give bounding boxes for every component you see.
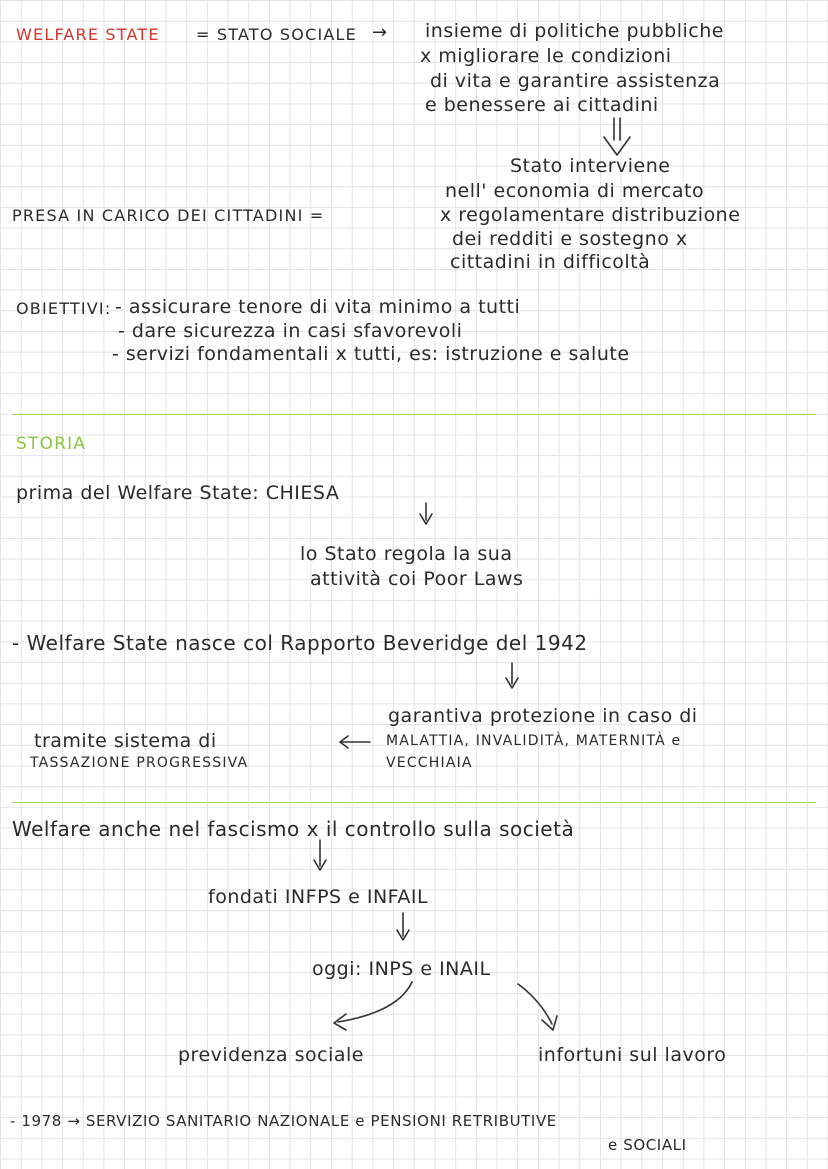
taxation-line: TASSAZIONE PROGRESSIVA (30, 755, 249, 771)
double-down-arrow-icon (604, 118, 630, 155)
term-welfare-state: WELFARE STATE (16, 25, 160, 44)
intervention-line: x regolamentare distribuzione (440, 204, 741, 226)
arrow-right-icon: → (372, 22, 388, 43)
history-heading: STORIA (16, 434, 87, 454)
term-stato-sociale: = STATO SOCIALE (196, 25, 357, 44)
branch-infortuni: infortuni sul lavoro (538, 1044, 727, 1066)
intervention-line: Stato interviene (510, 155, 671, 177)
objective-item: - dare sicurezza in casi sfavorevoli (118, 320, 463, 342)
taxation-line: tramite sistema di (34, 730, 217, 752)
intervention-line: dei redditi e sostegno x (452, 228, 688, 250)
objective-item: - assicurare tenore di vita minimo a tutti (115, 296, 521, 318)
left-arrow-icon (340, 736, 370, 748)
down-arrow-icon (314, 840, 326, 870)
today-line: oggi: INPS e INAIL (312, 958, 491, 980)
definition-line: x migliorare le condizioni (420, 45, 672, 67)
poor-laws-line: attività coi Poor Laws (310, 568, 524, 590)
definition-line: e benessere ai cittadini (425, 94, 659, 116)
beveridge-line: - Welfare State nasce col Rapporto Beveridge del 1942 (12, 631, 588, 655)
section-divider (12, 802, 816, 803)
objective-item: - servizi fondamentali x tutti, es: istruzione e salute (112, 343, 630, 365)
curved-arrow-right-icon (518, 984, 557, 1030)
poor-laws-line: lo Stato regola la sua (300, 543, 513, 565)
protection-line: MALATTIA, INVALIDITÀ, MATERNITÀ e (386, 733, 682, 749)
definition-line: di vita e garantire assistenza (430, 70, 721, 92)
presa-in-carico-label: PRESA IN CARICO DEI CITTADINI = (12, 206, 325, 225)
year-1978-line-2: e SOCIALI (608, 1136, 687, 1154)
definition-line: insieme di politiche pubbliche (425, 20, 724, 42)
down-arrow-icon (397, 913, 409, 940)
down-arrow-icon (506, 663, 518, 688)
protection-line: VECCHIAIA (386, 755, 473, 771)
objectives-label: OBIETTIVI: (16, 299, 112, 318)
protection-line: garantiva protezione in caso di (388, 705, 698, 727)
down-arrow-icon (420, 503, 432, 524)
year-1978-line: - 1978 → SERVIZIO SANITARIO NAZIONALE e PENSIONI RETRIBUTIVE (10, 1112, 557, 1130)
history-before: prima del Welfare State: CHIESA (16, 482, 340, 504)
fascism-line: Welfare anche nel fascismo x il controllo sulla società (12, 817, 575, 841)
curved-arrow-left-icon (334, 982, 412, 1030)
branch-previdenza: previdenza sociale (178, 1044, 364, 1066)
founded-line: fondati INFPS e INFAIL (208, 886, 429, 908)
section-divider (12, 414, 816, 415)
intervention-line: nell' economia di mercato (445, 180, 705, 202)
intervention-line: cittadini in difficoltà (450, 251, 651, 273)
